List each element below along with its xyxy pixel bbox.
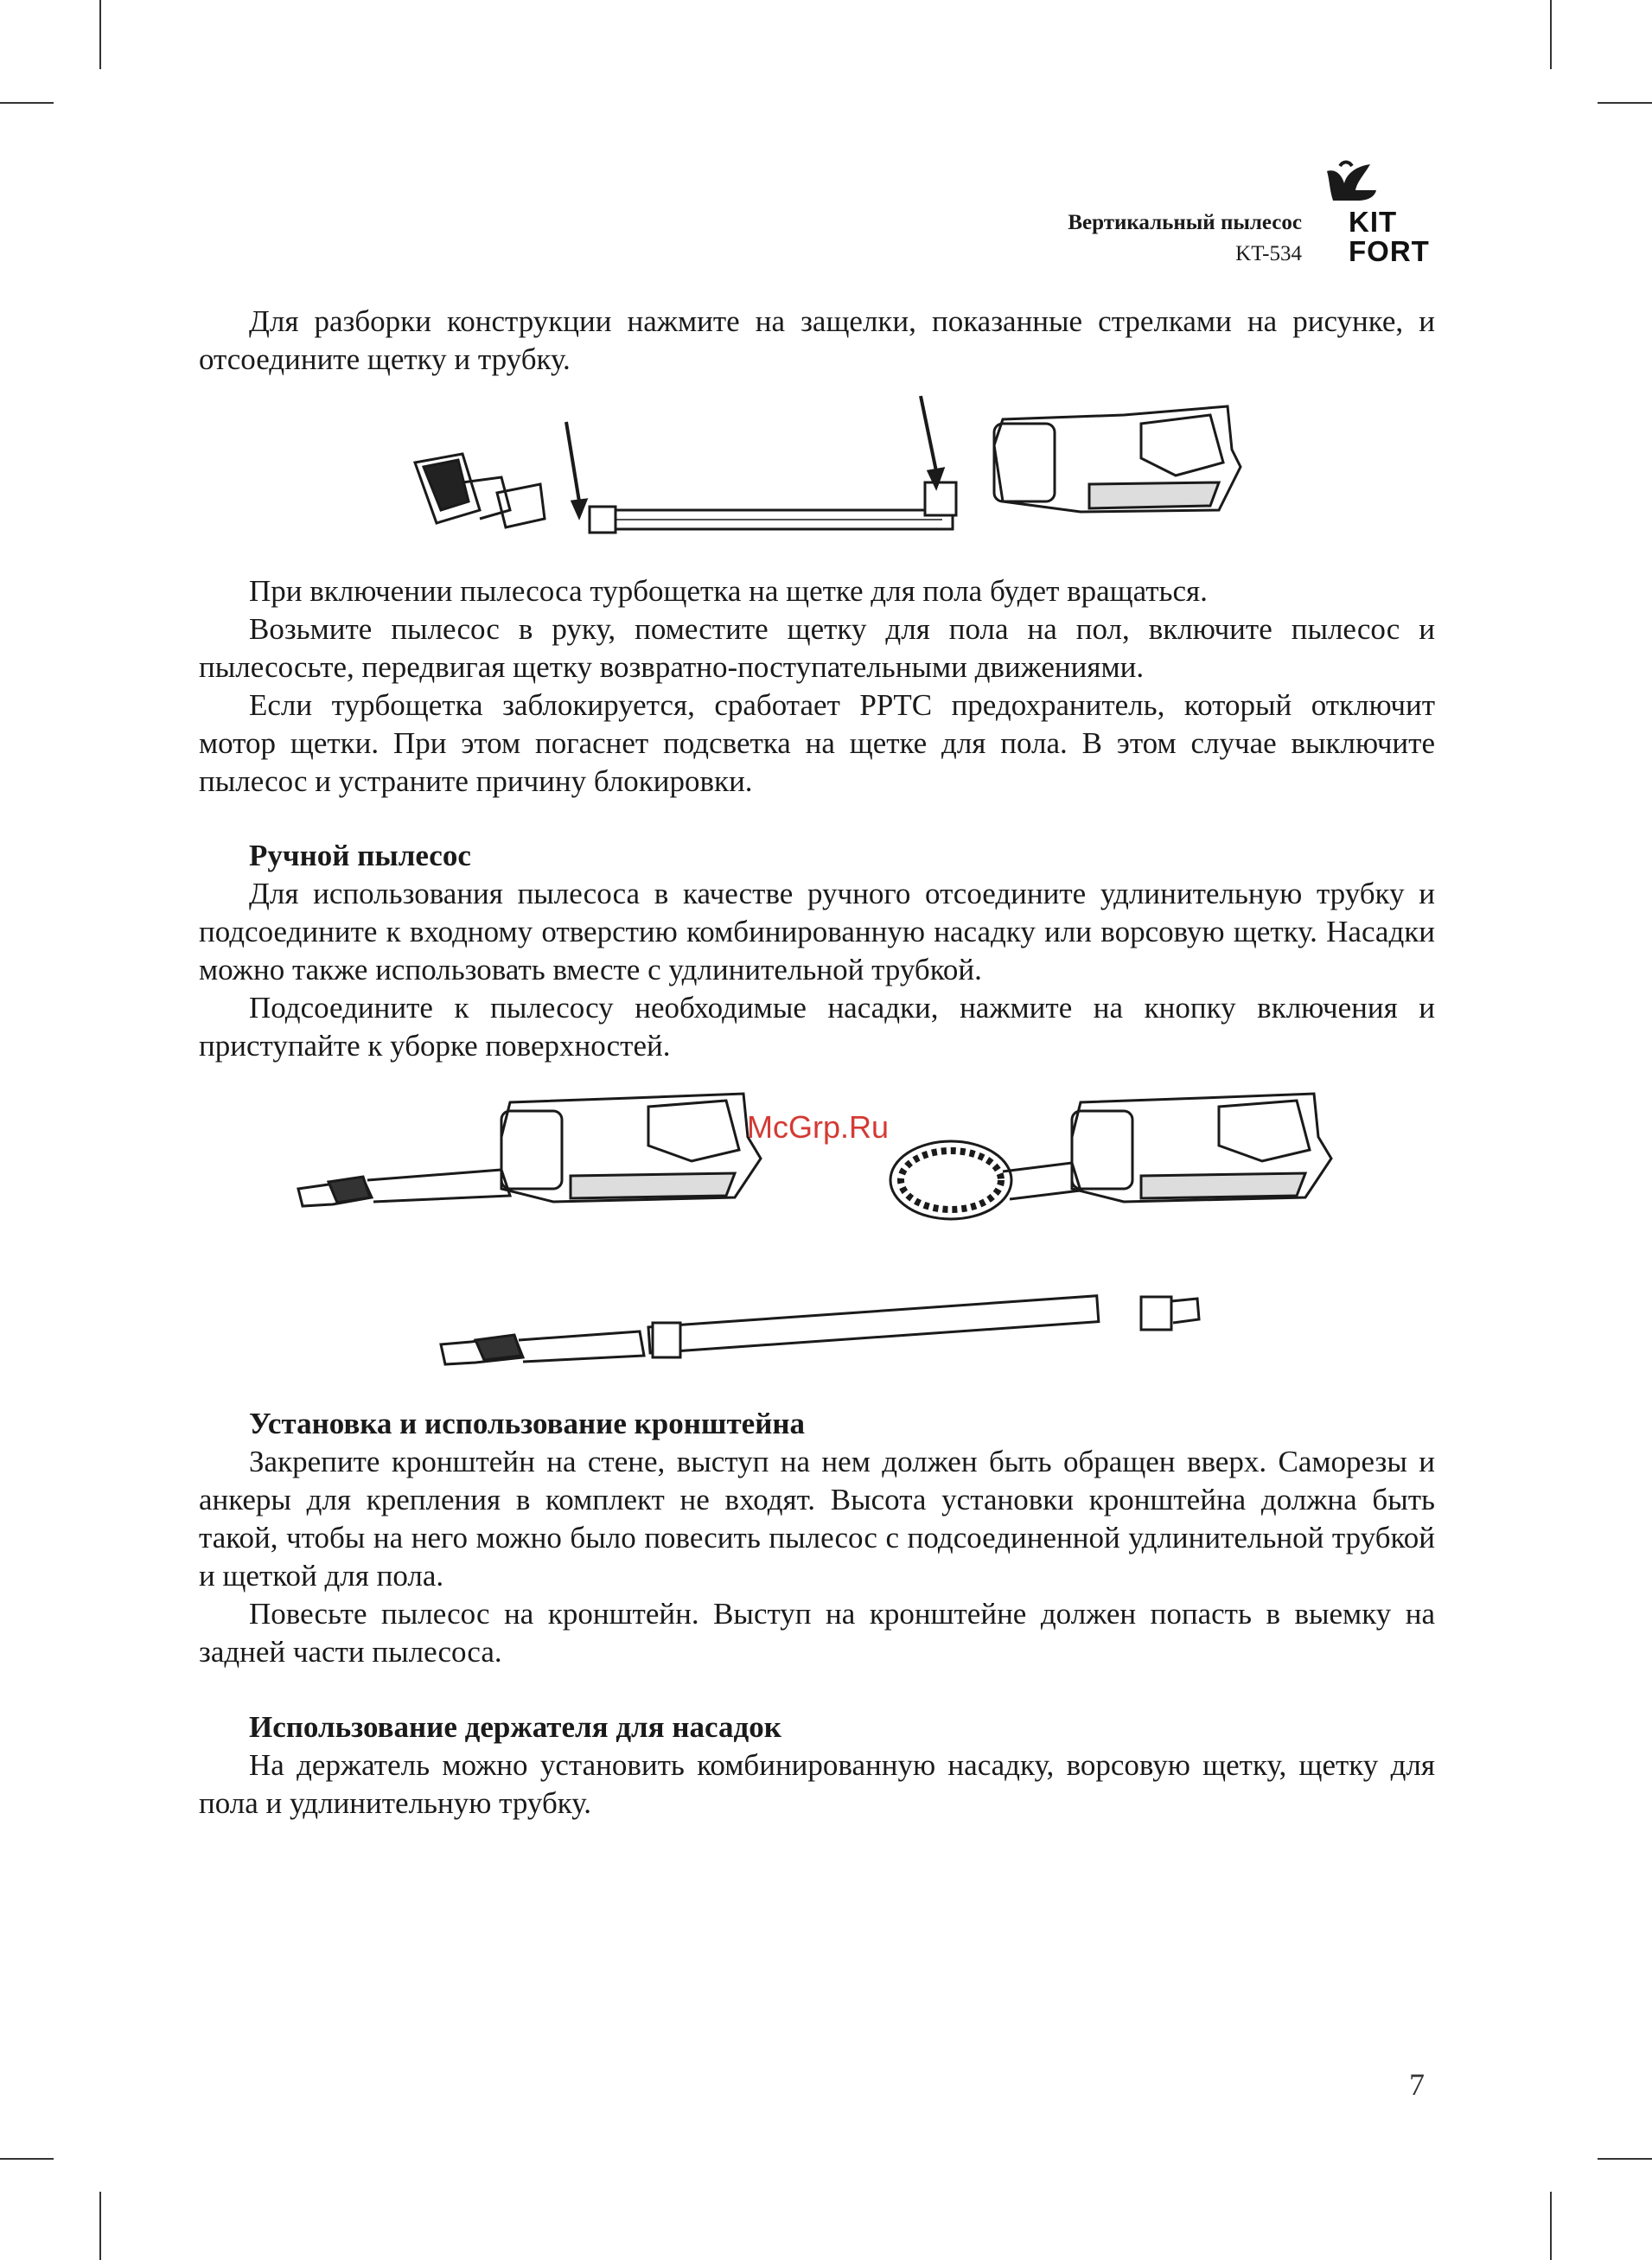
bracket-section [199, 1405, 1435, 1671]
running-header [1068, 207, 1302, 270]
crop-mark [99, 2192, 101, 2260]
handheld-crevice-illustration [294, 1076, 778, 1232]
logo-line-2: FORT [1349, 235, 1430, 267]
paragraph: Возьмите пылесос в руку, поместите щетку для пола на пол, включите пылесос и пылесосьте, передвигая щетку возвратно-поступательными движениями. [199, 612, 1435, 684]
header-model: KT-534 [1235, 242, 1302, 265]
crop-mark [1598, 102, 1652, 104]
section-heading: Установка и использование кронштейна [249, 1407, 806, 1440]
paragraph: Подсоедините к пылесосу необходимые насадки, нажмите на кнопку включения и приступайте к уборке поверхностей. [199, 991, 1435, 1063]
handheld-dusting-brush-illustration [882, 1076, 1366, 1249]
watermark: McGrp.Ru [747, 1109, 890, 1145]
crop-mark [99, 0, 101, 69]
logo-text [1349, 207, 1430, 266]
paragraph: Если турбощетка заблокируется, сработает PPTC предохранитель, который отключит мотор щетки. При этом погаснет подсветка на щетке для пола. В этом случае выключите пылесос и устраните причину блокировки. [199, 688, 1435, 798]
paragraph: Повесьте пылесос на кронштейн. Выступ на кронштейне должен попасть в выемку на задней части пылесоса. [199, 1597, 1435, 1669]
crop-mark [1598, 2158, 1652, 2160]
holder-section [199, 1708, 1435, 1823]
crop-mark [1550, 0, 1552, 69]
header-title: Вертикальный пылесос [1068, 211, 1302, 234]
section-heading: Использование держателя для насадок [249, 1710, 781, 1744]
section-heading: Ручной пылесос [249, 839, 471, 872]
page-number: 7 [1409, 2067, 1425, 2102]
usage-section [199, 572, 1435, 801]
crevice-with-tube-illustration [437, 1280, 1215, 1383]
disassembly-illustration [398, 380, 1245, 571]
logo-line-1: KIT [1349, 206, 1398, 238]
paragraph: При включении пылесоса турбощетка на щетке для пола будет вращаться. [249, 574, 1208, 608]
crop-mark [0, 2158, 54, 2160]
paragraph: Для разборки конструкции нажмите на защелки, показанные стрелками на рисунке, и отсоедините щетку и трубку. [199, 304, 1435, 376]
handheld-section [199, 837, 1435, 1065]
intro-section [199, 303, 1435, 379]
paragraph: На держатель можно установить комбинированную насадку, ворсовую щетку, щетку для пола и удлинительную трубку. [199, 1748, 1435, 1820]
crop-mark [0, 102, 54, 104]
crop-mark [1550, 2192, 1552, 2260]
paragraph: Закрепите кронштейн на стене, выступ на нем должен быть обращен вверх. Саморезы и анкеры для крепления в комплект не входят. Высота установки кронштейна должна быть такой, чтобы на него можно было повесить пылесос с подсоединенной удлинительной трубкой и щеткой для пола. [199, 1445, 1435, 1593]
paragraph: Для использования пылесоса в качестве ручного отсоедините удлинительную трубку и подсоедините к входному отверстию комбинированную насадку или ворсовую щетку. Насадки можно также использовать вместе с удлинительной трубкой. [199, 877, 1435, 986]
